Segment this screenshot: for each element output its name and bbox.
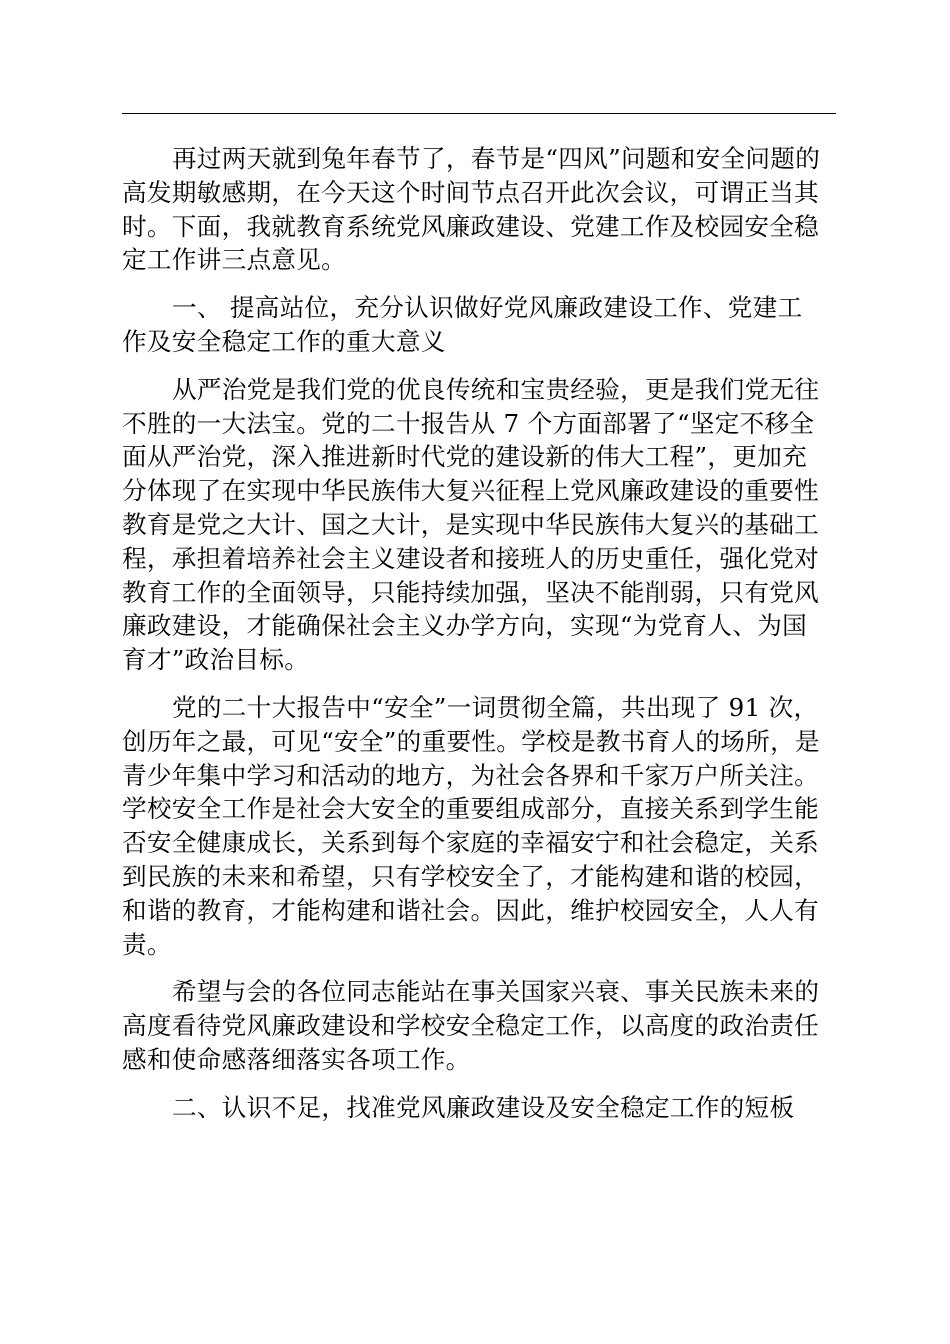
text-line: 分体现了在实现中华民族伟大复兴征程上党风廉政建设的重要性	[122, 476, 820, 506]
text-line: 时。下面，我就教育系统党风廉政建设、党建工作及校园安全稳	[122, 211, 820, 241]
document-body	[122, 142, 838, 1139]
text-line: 感和使命感落细落实各项工作。	[122, 1044, 471, 1074]
text-line: 廉政建设，才能确保社会主义办学方向，实现“为党育人、为国	[122, 611, 808, 641]
heading-line: 作及安全稳定工作的重大意义	[122, 326, 446, 356]
text-line: 到民族的未来和希望，只有学校安全了，才能构建和谐的校园，	[122, 861, 820, 891]
text-line: 从严治党是我们党的优良传统和宝贵经验，更是我们党无往	[172, 374, 820, 404]
text-line: 育才”政治目标。	[122, 645, 310, 675]
text-line: 定工作讲三点意见。	[122, 245, 347, 275]
text-line: 否安全健康成长，关系到每个家庭的幸福安宁和社会稳定，关系	[122, 828, 820, 858]
text-line: 责。	[122, 929, 172, 959]
header-rule	[122, 113, 836, 114]
text-line: 不胜的一大法宝。党的二十报告从 7 个方面部署了“坚定不移全	[122, 408, 815, 438]
text-line: 高度看待党风廉政建设和学校安全稳定工作，以高度的政治责任	[122, 1011, 820, 1041]
text-line: 教育是党之大计、国之大计，是实现中华民族伟大复兴的基础工	[122, 509, 820, 539]
text-line: 青少年集中学习和活动的地方，为社会各界和千家万户所关注。	[122, 760, 820, 790]
text-line: 和谐的教育，才能构建和谐社会。因此，维护校园安全，人人有	[122, 895, 820, 925]
section-heading-2	[122, 1091, 838, 1125]
heading-line: 一、 提高站位，充分认识做好党风廉政建设工作、党建工	[172, 293, 803, 323]
paragraph-expectation	[122, 975, 838, 1076]
text-line: 希望与会的各位同志能站在事关国家兴衰、事关民族未来的	[172, 977, 820, 1007]
text-line: 高发期敏感期，在今天这个时间节点召开此次会议，可谓正当其	[122, 177, 820, 207]
text-line: 学校安全工作是社会大安全的重要组成部分，直接关系到学生能	[122, 794, 820, 824]
paragraph-school-safety	[122, 691, 838, 961]
text-line: 再过两天就到兔年春节了，春节是“四风”问题和安全问题的	[172, 144, 821, 173]
text-line: 面从严治党，深入推进新时代党的建设新的伟大工程”，更加充	[122, 442, 808, 472]
paragraph-opening	[122, 142, 838, 277]
text-line: 创历年之最，可见“安全”的重要性。学校是教书育人的场所，是	[122, 726, 820, 756]
section-heading-1	[122, 291, 838, 359]
paragraph-party-discipline	[122, 373, 838, 677]
heading-line: 二、认识不足，找准党风廉政建设及安全稳定工作的短板	[172, 1092, 795, 1122]
text-line: 程，承担着培养社会主义建设者和接班人的历史重任，强化党对	[122, 543, 820, 573]
text-line: 教育工作的全面领导，只能持续加强，坚决不能削弱，只有党风	[122, 577, 820, 607]
text-line: 党的二十大报告中“安全”一词贯彻全篇，共出现了 91 次，	[172, 692, 819, 722]
